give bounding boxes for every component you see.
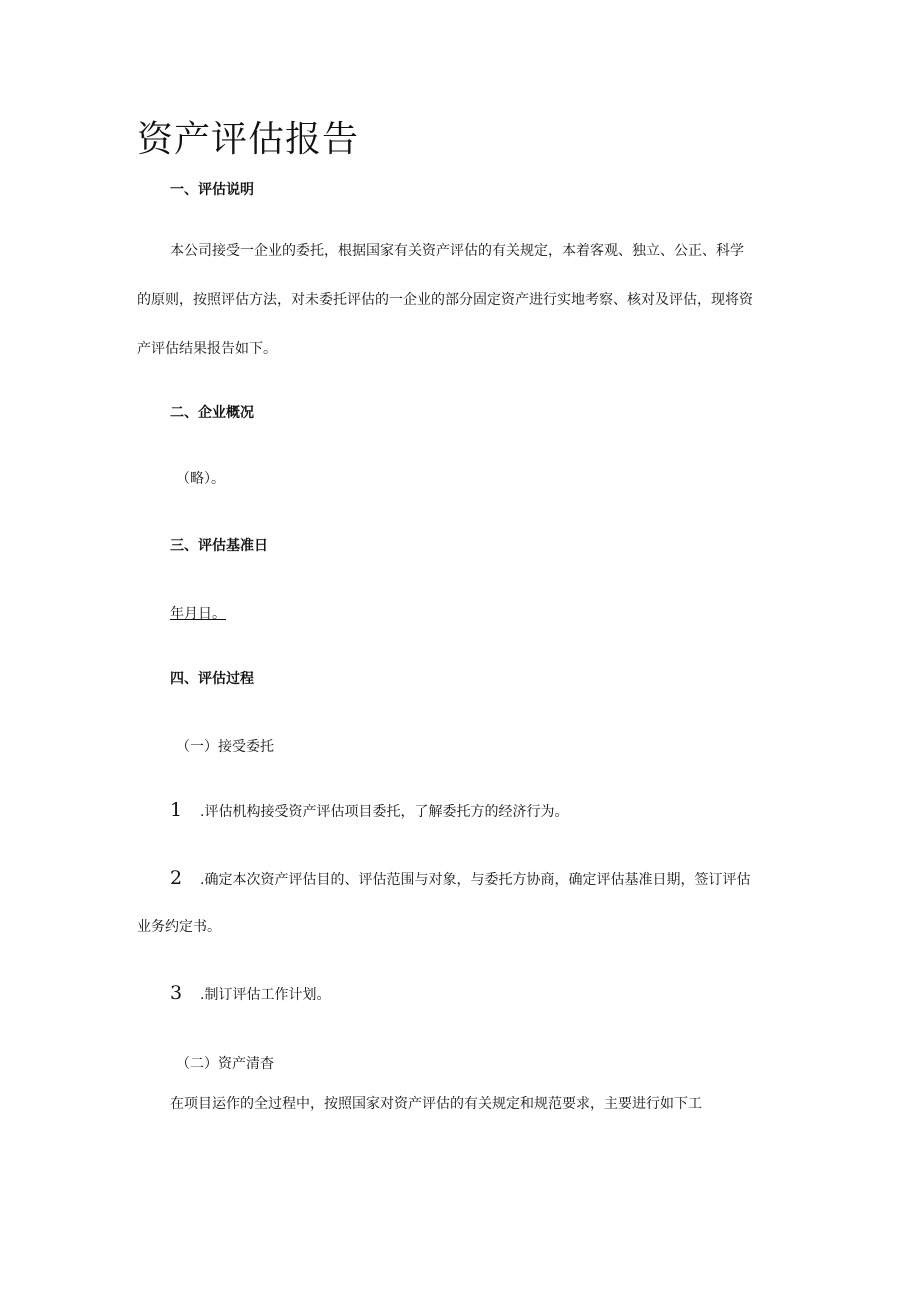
paragraph-line: 的原则，按照评估方法，对未委托评估的一企业的部分固定资产进行实地考察、核对及评估，现将资	[137, 292, 753, 308]
section-heading-evaluation-notes: 一、评估说明	[170, 182, 254, 198]
subsection-heading-accept-commission: （一）接受委托	[176, 739, 274, 755]
paragraph-line: 产评估结果报告如下。	[137, 341, 277, 357]
page-title: 资产评估报告	[137, 119, 360, 160]
overview-text: （略）。	[176, 471, 225, 487]
list-item-number: 2	[170, 867, 183, 889]
list-item-text: .制订评估工作计划。	[200, 987, 331, 1003]
list-item-number: 3	[170, 982, 183, 1004]
subsection-heading-asset-inventory: （二）资产清杳	[176, 1056, 274, 1072]
section-heading-evaluation-process: 四、评估过程	[170, 671, 254, 687]
paragraph-line: 在项目运作的全过程中，按照国家对资产评估的有关规定和规范要求，主要进行如下工	[170, 1096, 702, 1112]
list-item-continuation: 业务约定书。	[137, 919, 221, 935]
list-item	[170, 800, 568, 822]
section-heading-company-overview: 二、企业概况	[170, 405, 254, 421]
base-date-value: 年月日。	[170, 606, 226, 622]
paragraph-line: 本公司接受一企业的委托，根据国家有关资产评估的有关规定，本着客观、独立、公正、科学	[170, 243, 744, 259]
section-heading-base-date: 三、评估基准日	[170, 538, 268, 554]
list-item-number: 1	[170, 799, 183, 821]
list-item-text: .评估机构接受资产评估项目委托，了解委托方的经济行为。	[200, 804, 569, 820]
list-item-text: .确定本次资产评估目的、评估范围与对象，与委托方协商，确定评估基准日期，签订评估	[200, 872, 751, 888]
list-item	[170, 983, 330, 1005]
list-item	[170, 868, 750, 890]
